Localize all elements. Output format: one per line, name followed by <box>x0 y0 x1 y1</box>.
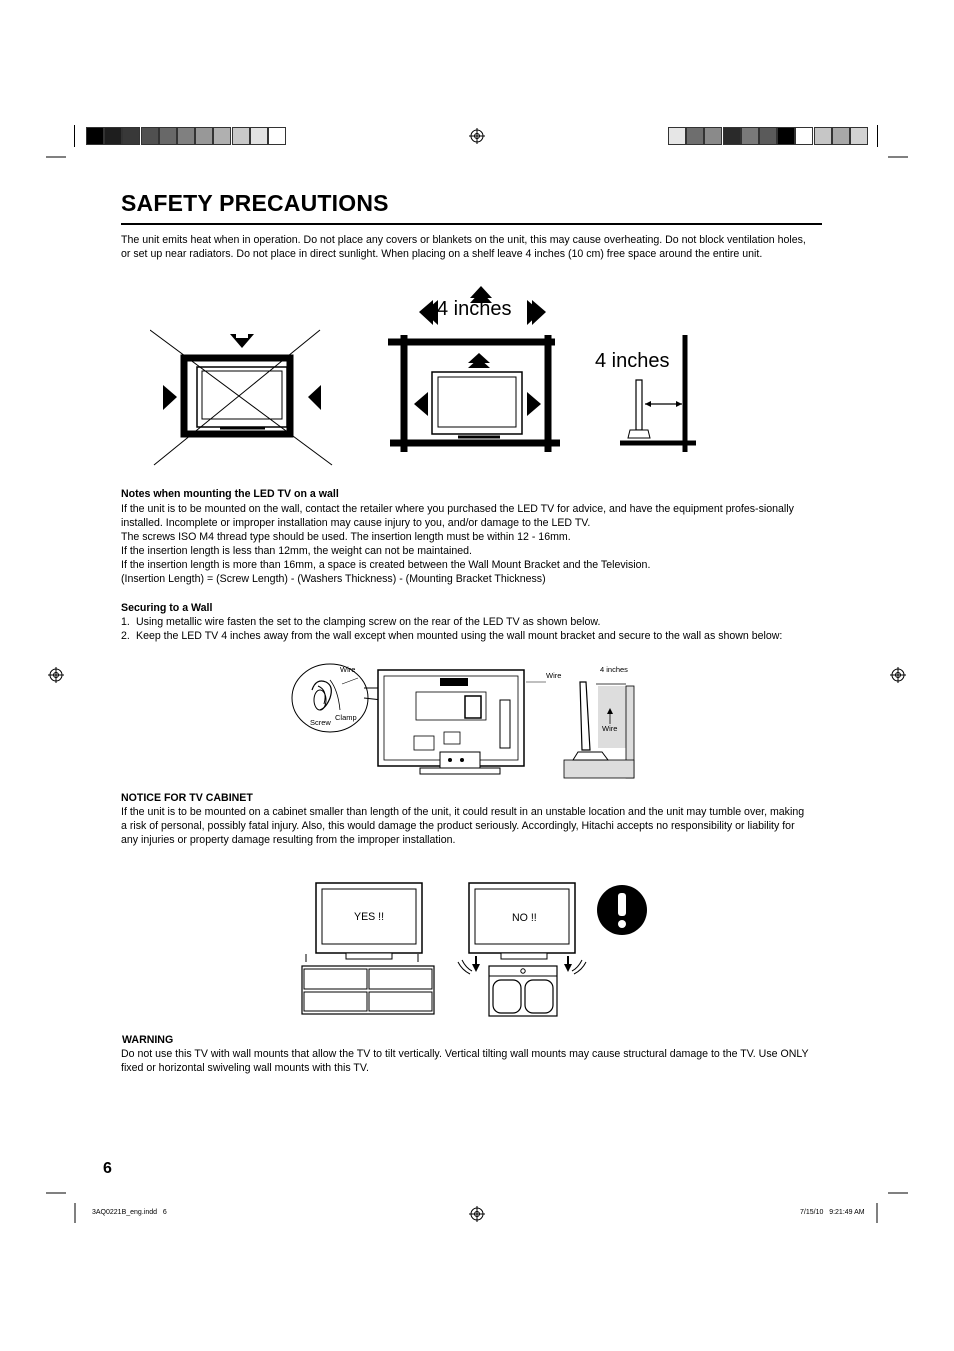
wrong-placement-diagram <box>150 330 332 465</box>
warning-exclamation-icon <box>597 885 647 935</box>
list-text: Keep the LED TV 4 inches away from the wall except when mounted using the wall mount bracket and secure to the wall as shown below: <box>136 630 783 642</box>
list-number: 1. <box>121 616 130 628</box>
mounting-note: If the unit is to be mounted on the wall, contact the retailer where you purchased the LED TV for advice, and have the equipment profes-sionally installed. Incomplete or improper installation may cause injury to you, and/or damage to the LED TV. <box>121 503 794 529</box>
yes-label: YES !! <box>354 911 385 923</box>
label-screw: Screw <box>310 718 331 727</box>
title-rule <box>121 223 822 225</box>
list-number: 2. <box>121 630 130 642</box>
warning-heading: WARNING <box>122 1034 174 1046</box>
warning-paragraph: Do not use this TV with wall mounts that allow the TV to tilt vertically. Vertical tilting wall mounts may cause structural damage to the TV. Use ONLY fixed or horizontal swiveling wall mounts with this TV. <box>121 1048 809 1074</box>
label-wire-detail: Wire <box>340 665 356 674</box>
clearance-label-side: 4 inches <box>595 350 670 372</box>
no-label: NO !! <box>512 912 537 924</box>
label-clamp: Clamp <box>335 713 357 722</box>
label-wire-side: Wire <box>602 724 618 733</box>
footer-file: 3AQ0221B_eng.indd 6 <box>92 1209 167 1216</box>
mounting-note: If the insertion length is less than 12mm, the weight can not be maintained. <box>121 545 472 557</box>
securing-heading: Securing to a Wall <box>121 602 213 614</box>
securing-list <box>121 615 811 643</box>
list-text: Using metallic wire fasten the set to the clamping screw on the rear of the LED TV as shown below. <box>136 616 601 628</box>
mounting-notes <box>121 502 821 586</box>
intro-paragraph: The unit emits heat when in operation. Do not place any covers or blankets on the unit, this may cause overheating. Do not block ventilation holes, or set up near radiators. Do not place in direct sunlight. When placing on a shelf leave 4 inches (10 cm) free space around the entire unit. <box>121 234 806 260</box>
cabinet-diagram <box>296 880 656 1020</box>
mounting-heading: Notes when mounting the LED TV on a wall <box>121 488 339 500</box>
list-item <box>121 615 811 629</box>
mounting-note: If the insertion length is more than 16mm, a space is created between the Wall Mount Bracket and the Television. <box>121 559 651 571</box>
mounting-note: The screws ISO M4 thread type should be used. The insertion length must be within 12 - 16mm. <box>121 531 571 543</box>
cabinet-heading: NOTICE FOR TV CABINET <box>121 792 253 804</box>
clearance-label-front: 4 inches <box>437 298 512 320</box>
page-number: 6 <box>103 1160 112 1177</box>
list-item <box>121 629 811 643</box>
label-wire-back: Wire <box>546 671 562 680</box>
label-four-inches: 4 inches <box>600 665 628 674</box>
footer-timestamp: 7/15/10 9:21:49 AM <box>800 1209 865 1216</box>
ventilation-diagram <box>150 280 710 470</box>
cabinet-paragraph: If the unit is to be mounted on a cabinet smaller than length of the unit, it could result in an unstable location and the unit may tumble over, making a risk of personal, possibly fatal injury. Also, this would damage the product seriously. Accordingly, Hitachi accepts no responsibility or liability for any injuries or property damage resulting from the improper installation. <box>121 806 805 846</box>
page-title: SAFETY PRECAUTIONS <box>121 190 389 216</box>
mounting-note: (Insertion Length) = (Screw Length) - (Washers Thickness) - (Mounting Bracket Thickness) <box>121 573 546 585</box>
